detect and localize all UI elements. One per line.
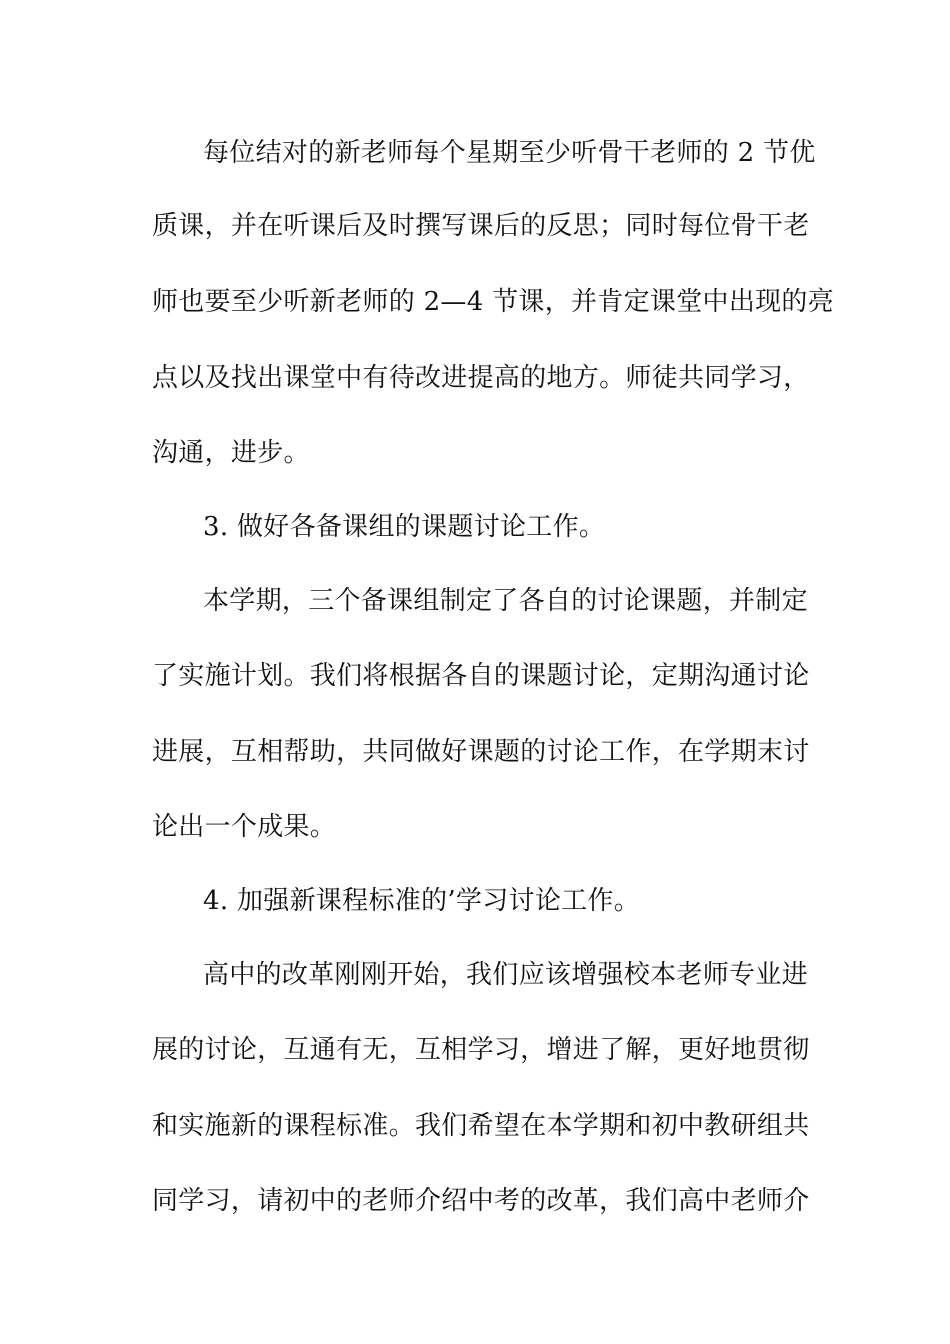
paragraph-line: 论出一个成果。 (152, 812, 337, 842)
section-heading: 3. 做好各备课组的课题讨论工作。 (203, 512, 606, 542)
paragraph-line: 师也要至少听新老师的 2—4 节课，并肯定课堂中出现的亮 (152, 287, 835, 317)
paragraph-line: 点以及找出课堂中有待改进提高的地方。师徒共同学习， (152, 363, 810, 393)
paragraph-line: 高中的改革刚刚开始，我们应该增强校本老师专业进 (203, 960, 808, 990)
paragraph-line: 质课，并在听课后及时撰写课后的反思；同时每位骨干老 (152, 211, 810, 241)
section-heading: 4. 加强新课程标准的’学习讨论工作。 (203, 886, 641, 916)
paragraph-line: 沟通，进步。 (152, 438, 310, 468)
paragraph-line: 了实施计划。我们将根据各自的课题讨论，定期沟通讨论 (152, 661, 810, 691)
paragraph-line: 展的讨论，互通有无，互相学习，增进了解，更好地贯彻 (152, 1035, 810, 1065)
paragraph-line: 每位结对的新老师每个星期至少听骨干老师的 2 节优 (203, 138, 816, 168)
paragraph-line: 同学习，请初中的老师介绍中考的改革，我们高中老师介 (152, 1186, 810, 1216)
paragraph-line: 本学期，三个备课组制定了各自的讨论课题，并制定 (203, 586, 808, 616)
paragraph-line: 进展，互相帮助，共同做好课题的讨论工作，在学期末讨 (152, 737, 810, 767)
paragraph-line: 和实施新的课程标准。我们希望在本学期和初中教研组共 (152, 1111, 810, 1141)
